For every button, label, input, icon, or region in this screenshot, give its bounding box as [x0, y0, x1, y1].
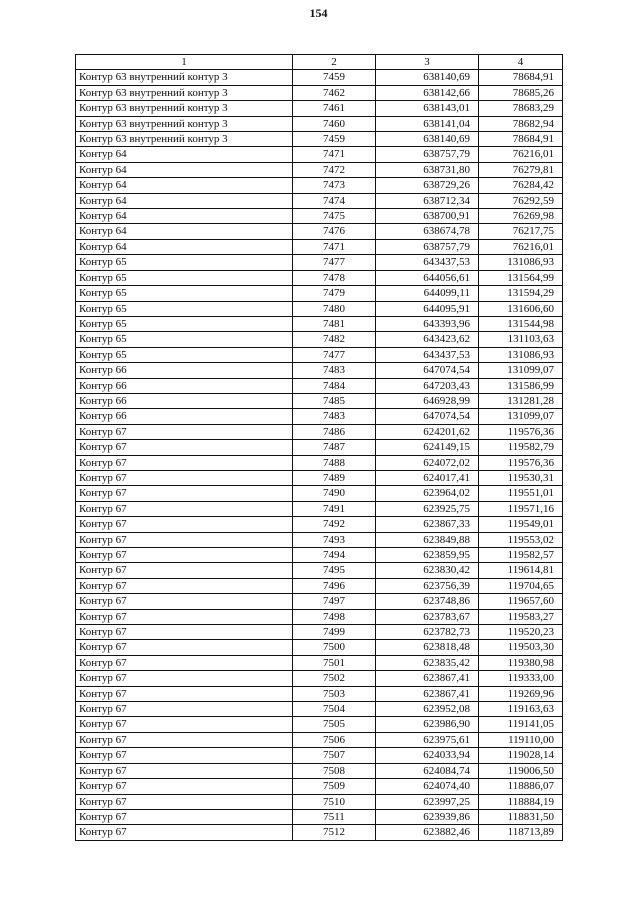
table-row [76, 686, 563, 701]
coordinate-y-cell: 131086,93 [479, 255, 563, 270]
coordinate-x-cell: 623986,90 [376, 717, 479, 732]
table-row [76, 424, 563, 439]
point-number-cell: 7504 [293, 702, 376, 717]
contour-name-cell: Контур 67 [76, 578, 293, 593]
table-row [76, 640, 563, 655]
coordinate-y-cell: 119333,00 [479, 671, 563, 686]
table-header-row [76, 55, 563, 70]
table-row [76, 316, 563, 331]
table-row [76, 763, 563, 778]
point-number-cell: 7506 [293, 732, 376, 747]
point-number-cell: 7471 [293, 239, 376, 254]
coordinate-x-cell: 623952,08 [376, 702, 479, 717]
coordinate-x-cell: 623997,25 [376, 794, 479, 809]
table-body [76, 70, 563, 840]
contour-name-cell: Контур 65 [76, 316, 293, 331]
contour-name-cell: Контур 66 [76, 393, 293, 408]
table-row [76, 332, 563, 347]
table-row [76, 825, 563, 840]
table-row [76, 70, 563, 85]
table-row [76, 486, 563, 501]
contour-name-cell: Контур 66 [76, 378, 293, 393]
contour-name-cell: Контур 63 внутренний контур 3 [76, 85, 293, 100]
point-number-cell: 7505 [293, 717, 376, 732]
contour-name-cell: Контур 67 [76, 609, 293, 624]
contour-name-cell: Контур 66 [76, 409, 293, 424]
coordinate-x-cell: 623867,41 [376, 671, 479, 686]
coordinate-y-cell: 119028,14 [479, 748, 563, 763]
point-number-cell: 7476 [293, 224, 376, 239]
coordinate-y-cell: 119549,01 [479, 517, 563, 532]
coordinate-x-cell: 638757,79 [376, 147, 479, 162]
coordinate-y-cell: 76269,98 [479, 209, 563, 224]
contour-name-cell: Контур 66 [76, 363, 293, 378]
coordinate-x-cell: 623830,42 [376, 563, 479, 578]
point-number-cell: 7496 [293, 578, 376, 593]
point-number-cell: 7495 [293, 563, 376, 578]
coordinate-x-cell: 623782,73 [376, 625, 479, 640]
coordinate-x-cell: 643437,53 [376, 347, 479, 362]
contour-name-cell: Контур 67 [76, 424, 293, 439]
point-number-cell: 7471 [293, 147, 376, 162]
table-row [76, 794, 563, 809]
coordinate-x-cell: 623975,61 [376, 732, 479, 747]
point-number-cell: 7500 [293, 640, 376, 655]
point-number-cell: 7488 [293, 455, 376, 470]
table-row [76, 347, 563, 362]
coordinate-x-cell: 623925,75 [376, 501, 479, 516]
point-number-cell: 7503 [293, 686, 376, 701]
table-row [76, 255, 563, 270]
coordinate-y-cell: 118884,19 [479, 794, 563, 809]
table-row [76, 363, 563, 378]
coordinate-y-cell: 119571,16 [479, 501, 563, 516]
coordinate-x-cell: 623867,33 [376, 517, 479, 532]
table-row [76, 732, 563, 747]
coordinate-y-cell: 76216,01 [479, 147, 563, 162]
coordinate-x-cell: 643423,62 [376, 332, 479, 347]
point-number-cell: 7462 [293, 85, 376, 100]
coordinate-x-cell: 643393,96 [376, 316, 479, 331]
coordinate-x-cell: 638142,66 [376, 85, 479, 100]
coordinate-x-cell: 623882,46 [376, 825, 479, 840]
table-row [76, 702, 563, 717]
table-row [76, 270, 563, 285]
table-row [76, 748, 563, 763]
point-number-cell: 7477 [293, 347, 376, 362]
contour-name-cell: Контур 67 [76, 825, 293, 840]
coordinate-y-cell: 119141,05 [479, 717, 563, 732]
coordinate-y-cell: 131099,07 [479, 363, 563, 378]
coordinate-x-cell: 638141,04 [376, 116, 479, 131]
column-header-1: 1 [76, 55, 293, 70]
contour-name-cell: Контур 67 [76, 563, 293, 578]
table-row [76, 563, 563, 578]
coordinate-y-cell: 76216,01 [479, 239, 563, 254]
table-row [76, 625, 563, 640]
coordinate-y-cell: 131281,28 [479, 393, 563, 408]
coordinate-x-cell: 638140,69 [376, 132, 479, 147]
coordinate-x-cell: 623818,48 [376, 640, 479, 655]
coordinate-x-cell: 638140,69 [376, 70, 479, 85]
contour-name-cell: Контур 64 [76, 224, 293, 239]
coordinate-x-cell: 623939,86 [376, 809, 479, 824]
contour-name-cell: Контур 64 [76, 178, 293, 193]
contour-name-cell: Контур 65 [76, 347, 293, 362]
coordinate-y-cell: 131564,99 [479, 270, 563, 285]
point-number-cell: 7485 [293, 393, 376, 408]
coordinate-x-cell: 638674,78 [376, 224, 479, 239]
point-number-cell: 7494 [293, 548, 376, 563]
coordinate-x-cell: 623849,88 [376, 532, 479, 547]
table-row [76, 209, 563, 224]
coordinate-x-cell: 646928,99 [376, 393, 479, 408]
coordinate-y-cell: 131099,07 [479, 409, 563, 424]
contour-name-cell: Контур 67 [76, 671, 293, 686]
coordinate-y-cell: 78685,26 [479, 85, 563, 100]
point-number-cell: 7499 [293, 625, 376, 640]
coordinates-table [75, 54, 563, 841]
coordinate-x-cell: 623964,02 [376, 486, 479, 501]
contour-name-cell: Контур 67 [76, 717, 293, 732]
contour-name-cell: Контур 67 [76, 702, 293, 717]
coordinate-y-cell: 119614,81 [479, 563, 563, 578]
column-header-3: 3 [376, 55, 479, 70]
point-number-cell: 7475 [293, 209, 376, 224]
coordinate-x-cell: 623835,42 [376, 655, 479, 670]
table-row [76, 717, 563, 732]
page-number: 154 [309, 6, 328, 20]
coordinate-y-cell: 119704,65 [479, 578, 563, 593]
coordinate-x-cell: 624074,40 [376, 779, 479, 794]
point-number-cell: 7482 [293, 332, 376, 347]
coordinate-y-cell: 119269,96 [479, 686, 563, 701]
contour-name-cell: Контур 63 внутренний контур 3 [76, 101, 293, 116]
contour-name-cell: Контур 67 [76, 748, 293, 763]
coordinate-y-cell: 76217,75 [479, 224, 563, 239]
table-row [76, 655, 563, 670]
point-number-cell: 7483 [293, 363, 376, 378]
point-number-cell: 7474 [293, 193, 376, 208]
contour-name-cell: Контур 63 внутренний контур 3 [76, 116, 293, 131]
coordinate-y-cell: 119582,79 [479, 440, 563, 455]
table-row [76, 548, 563, 563]
contour-name-cell: Контур 65 [76, 255, 293, 270]
coordinate-y-cell: 119163,63 [479, 702, 563, 717]
point-number-cell: 7484 [293, 378, 376, 393]
point-number-cell: 7486 [293, 424, 376, 439]
coordinate-y-cell: 119503,30 [479, 640, 563, 655]
coordinate-x-cell: 624017,41 [376, 470, 479, 485]
contour-name-cell: Контур 67 [76, 501, 293, 516]
table-row [76, 532, 563, 547]
contour-name-cell: Контур 65 [76, 286, 293, 301]
coordinate-x-cell: 638712,34 [376, 193, 479, 208]
coordinate-x-cell: 638700,91 [376, 209, 479, 224]
point-number-cell: 7460 [293, 116, 376, 131]
point-number-cell: 7508 [293, 763, 376, 778]
point-number-cell: 7493 [293, 532, 376, 547]
coordinate-y-cell: 119530,31 [479, 470, 563, 485]
contour-name-cell: Контур 67 [76, 794, 293, 809]
coordinate-y-cell: 131544,98 [479, 316, 563, 331]
contour-name-cell: Контур 67 [76, 594, 293, 609]
coordinate-x-cell: 624149,15 [376, 440, 479, 455]
table-row [76, 517, 563, 532]
point-number-cell: 7502 [293, 671, 376, 686]
contour-name-cell: Контур 67 [76, 470, 293, 485]
table-row [76, 193, 563, 208]
contour-name-cell: Контур 67 [76, 440, 293, 455]
coordinate-y-cell: 119583,27 [479, 609, 563, 624]
point-number-cell: 7461 [293, 101, 376, 116]
table-row [76, 286, 563, 301]
table-row [76, 301, 563, 316]
table-row [76, 85, 563, 100]
table-row [76, 239, 563, 254]
coordinate-y-cell: 78683,29 [479, 101, 563, 116]
coordinate-x-cell: 638729,26 [376, 178, 479, 193]
coordinate-y-cell: 131103,63 [479, 332, 563, 347]
column-header-4: 4 [479, 55, 563, 70]
coordinate-x-cell: 638757,79 [376, 239, 479, 254]
contour-name-cell: Контур 67 [76, 486, 293, 501]
coordinate-y-cell: 78684,91 [479, 70, 563, 85]
coordinate-x-cell: 624084,74 [376, 763, 479, 778]
table-row [76, 393, 563, 408]
table-row [76, 609, 563, 624]
point-number-cell: 7472 [293, 162, 376, 177]
table-row [76, 224, 563, 239]
contour-name-cell: Контур 67 [76, 655, 293, 670]
coordinate-y-cell: 119576,36 [479, 455, 563, 470]
contour-name-cell: Контур 64 [76, 239, 293, 254]
table-row [76, 132, 563, 147]
coordinate-x-cell: 623867,41 [376, 686, 479, 701]
point-number-cell: 7509 [293, 779, 376, 794]
contour-name-cell: Контур 63 внутренний контур 3 [76, 132, 293, 147]
coordinate-y-cell: 131586,99 [479, 378, 563, 393]
coordinate-y-cell: 76279,81 [479, 162, 563, 177]
contour-name-cell: Контур 64 [76, 193, 293, 208]
coordinate-y-cell: 76284,42 [479, 178, 563, 193]
table-row [76, 116, 563, 131]
table-row [76, 578, 563, 593]
contour-name-cell: Контур 67 [76, 686, 293, 701]
point-number-cell: 7498 [293, 609, 376, 624]
coordinate-y-cell: 119582,57 [479, 548, 563, 563]
coordinate-y-cell: 131594,29 [479, 286, 563, 301]
contour-name-cell: Контур 67 [76, 455, 293, 470]
coordinate-x-cell: 623748,86 [376, 594, 479, 609]
contour-name-cell: Контур 67 [76, 625, 293, 640]
coordinate-y-cell: 119520,23 [479, 625, 563, 640]
contour-name-cell: Контур 63 внутренний контур 3 [76, 70, 293, 85]
table-row [76, 147, 563, 162]
point-number-cell: 7487 [293, 440, 376, 455]
contour-name-cell: Контур 64 [76, 147, 293, 162]
contour-name-cell: Контур 67 [76, 809, 293, 824]
contour-name-cell: Контур 67 [76, 640, 293, 655]
coordinate-x-cell: 624201,62 [376, 424, 479, 439]
contour-name-cell: Контур 65 [76, 301, 293, 316]
coordinate-x-cell: 644099,11 [376, 286, 479, 301]
table-row [76, 470, 563, 485]
table-row [76, 409, 563, 424]
table-row [76, 440, 563, 455]
coordinate-y-cell: 119380,98 [479, 655, 563, 670]
coordinate-x-cell: 643437,53 [376, 255, 479, 270]
table-row [76, 594, 563, 609]
table-row [76, 501, 563, 516]
contour-name-cell: Контур 65 [76, 270, 293, 285]
coordinate-x-cell: 644056,61 [376, 270, 479, 285]
coordinate-y-cell: 78682,94 [479, 116, 563, 131]
coordinate-y-cell: 118886,07 [479, 779, 563, 794]
coordinate-x-cell: 638143,01 [376, 101, 479, 116]
contour-name-cell: Контур 64 [76, 209, 293, 224]
contour-name-cell: Контур 65 [76, 332, 293, 347]
coordinate-x-cell: 624072,02 [376, 455, 479, 470]
coordinate-y-cell: 119657,60 [479, 594, 563, 609]
coordinate-y-cell: 76292,59 [479, 193, 563, 208]
coordinate-y-cell: 78684,91 [479, 132, 563, 147]
coordinate-x-cell: 623859,95 [376, 548, 479, 563]
coordinate-x-cell: 624033,94 [376, 748, 479, 763]
point-number-cell: 7489 [293, 470, 376, 485]
point-number-cell: 7473 [293, 178, 376, 193]
contour-name-cell: Контур 67 [76, 517, 293, 532]
coordinate-y-cell: 131086,93 [479, 347, 563, 362]
contour-name-cell: Контур 67 [76, 779, 293, 794]
point-number-cell: 7492 [293, 517, 376, 532]
table-row [76, 162, 563, 177]
contour-name-cell: Контур 67 [76, 532, 293, 547]
table-row [76, 178, 563, 193]
coordinate-y-cell: 131606,60 [479, 301, 563, 316]
coordinate-y-cell: 118713,89 [479, 825, 563, 840]
contour-name-cell: Контур 67 [76, 548, 293, 563]
table-row [76, 809, 563, 824]
coordinate-x-cell: 623783,67 [376, 609, 479, 624]
column-header-2: 2 [293, 55, 376, 70]
coordinate-y-cell: 119006,50 [479, 763, 563, 778]
point-number-cell: 7480 [293, 301, 376, 316]
point-number-cell: 7479 [293, 286, 376, 301]
table-row [76, 455, 563, 470]
coordinate-y-cell: 119110,00 [479, 732, 563, 747]
point-number-cell: 7507 [293, 748, 376, 763]
point-number-cell: 7483 [293, 409, 376, 424]
contour-name-cell: Контур 67 [76, 732, 293, 747]
point-number-cell: 7511 [293, 809, 376, 824]
point-number-cell: 7497 [293, 594, 376, 609]
table-row [76, 779, 563, 794]
coordinate-y-cell: 119551,01 [479, 486, 563, 501]
table-row [76, 378, 563, 393]
point-number-cell: 7459 [293, 70, 376, 85]
coordinate-x-cell: 647203,43 [376, 378, 479, 393]
contour-name-cell: Контур 67 [76, 763, 293, 778]
coordinate-x-cell: 647074,54 [376, 409, 479, 424]
contour-name-cell: Контур 64 [76, 162, 293, 177]
point-number-cell: 7481 [293, 316, 376, 331]
point-number-cell: 7501 [293, 655, 376, 670]
coordinate-x-cell: 647074,54 [376, 363, 479, 378]
point-number-cell: 7512 [293, 825, 376, 840]
point-number-cell: 7478 [293, 270, 376, 285]
coordinate-x-cell: 623756,39 [376, 578, 479, 593]
point-number-cell: 7490 [293, 486, 376, 501]
point-number-cell: 7491 [293, 501, 376, 516]
coordinate-x-cell: 638731,80 [376, 162, 479, 177]
point-number-cell: 7459 [293, 132, 376, 147]
coordinate-y-cell: 118831,50 [479, 809, 563, 824]
coordinate-y-cell: 119553,02 [479, 532, 563, 547]
table-row [76, 671, 563, 686]
point-number-cell: 7510 [293, 794, 376, 809]
coordinate-y-cell: 119576,36 [479, 424, 563, 439]
point-number-cell: 7477 [293, 255, 376, 270]
coordinate-x-cell: 644095,91 [376, 301, 479, 316]
table-row [76, 101, 563, 116]
